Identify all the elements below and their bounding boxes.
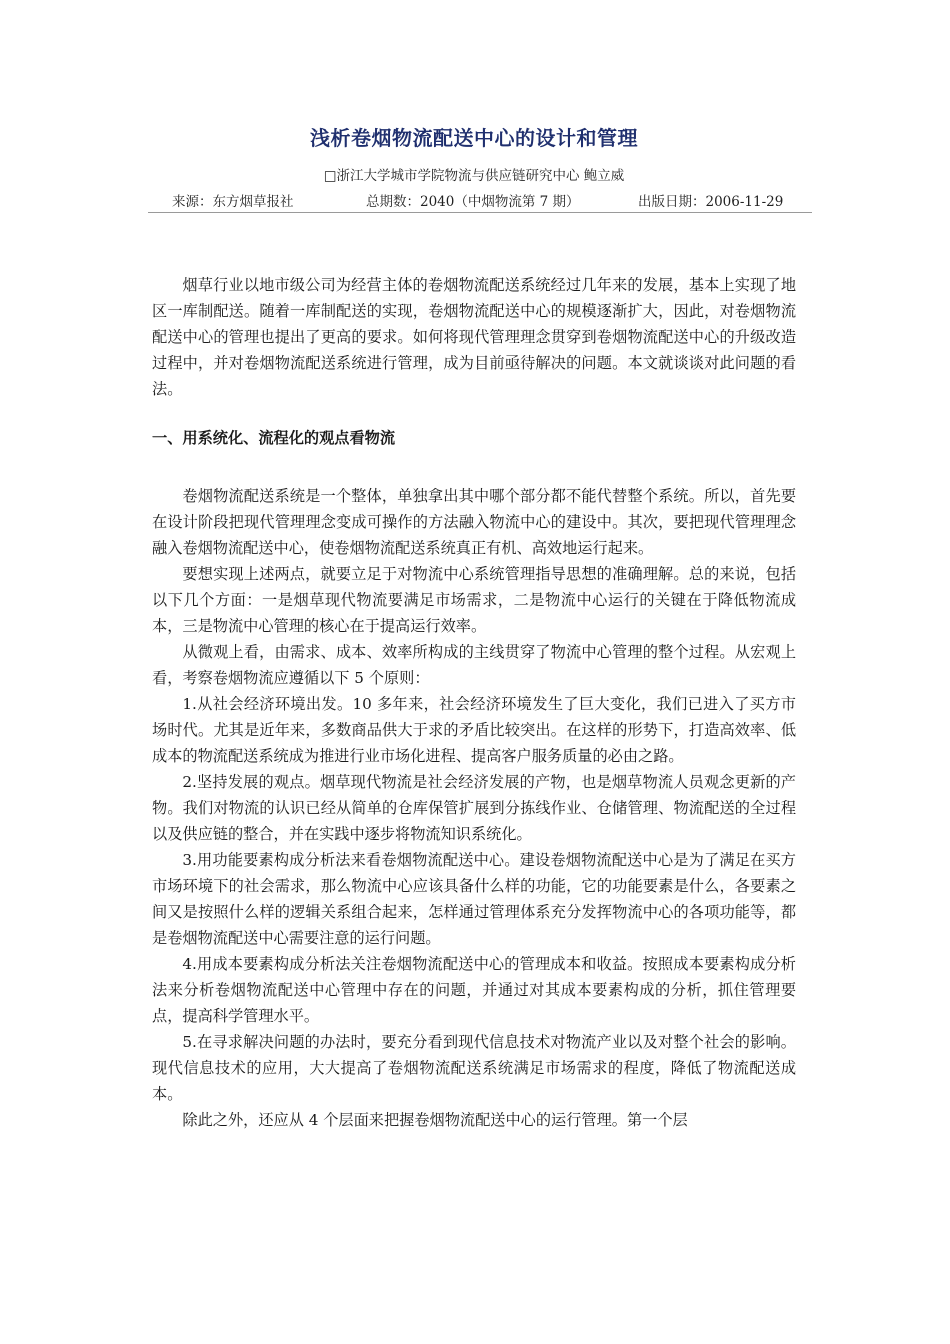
article-title: 浅析卷烟物流配送中心的设计和管理 (310, 126, 638, 150)
article-date: 出版日期：2006-11-29 (638, 194, 784, 210)
body-paragraph: 1.从社会经济环境出发。10 多年来，社会经济环境发生了巨大变化，我们已进入了买方市场时代。尤其是近年来，多数商品供大于求的矛盾比较突出。在这样的形势下，打造高效率、低成本的物流配送系统成为推进行业市场化进程、提高客户服务质量的必由之路。 (152, 695, 796, 765)
body-paragraph: 4.用成本要素构成分析法关注卷烟物流配送中心的管理成本和收益。按照成本要素构成分析法来分析卷烟物流配送中心管理中存在的问题，并通过对其成本要素构成的分析，抓住管理要点，提高科学管理水平。 (152, 955, 796, 1025)
article-author: □浙江大学城市学院物流与供应链研究中心 鲍立威 (323, 168, 625, 184)
article-meta (152, 190, 812, 210)
body-paragraph: 3.用功能要素构成分析法来看卷烟物流配送中心。建设卷烟物流配送中心是为了满足在买方市场环境下的社会需求，那么物流中心应该具备什么样的功能，它的功能要素是什么，各要素之间又是按照什么样的逻辑关系组合起来，怎样通过管理体系充分发挥物流中心的各项功能等，都是卷烟物流配送中心需要注意的运行问题。 (152, 851, 796, 947)
article-issue: 总期数：2040（中烟物流第 7 期） (366, 194, 580, 210)
body-paragraph: 卷烟物流配送系统是一个整体，单独拿出其中哪个部分都不能代替整个系统。所以，首先要在设计阶段把现代管理理念变成可操作的方法融入物流中心的建设中。其次，要把现代管理理念融入卷烟物流配送中心，使卷烟物流配送系统真正有机、高效地运行起来。 (152, 487, 796, 557)
body-paragraph: 从微观上看，由需求、成本、效率所构成的主线贯穿了物流中心管理的整个过程。从宏观上看，考察卷烟物流应遵循以下 5 个原则： (152, 643, 796, 687)
section-heading: 一、用系统化、流程化的观点看物流 (152, 429, 395, 447)
article-body (152, 272, 796, 1133)
body-paragraph: 2.坚持发展的观点。烟草现代物流是社会经济发展的产物，也是烟草物流人员观念更新的产物。我们对物流的认识已经从简单的仓库保管扩展到分拣线作业、仓储管理、物流配送的全过程以及供应链的整合，并在实践中逐步将物流知识系统化。 (152, 773, 796, 843)
body-paragraph: 除此之外，还应从 4 个层面来把握卷烟物流配送中心的运行管理。第一个层 (182, 1111, 688, 1129)
intro-paragraph: 烟草行业以地市级公司为经营主体的卷烟物流配送系统经过几年来的发展，基本上实现了地区一库制配送。随着一库制配送的实现，卷烟物流配送中心的规模逐渐扩大，因此，对卷烟物流配送中心的管理也提出了更高的要求。如何将现代管理理念贯穿到卷烟物流配送中心的升级改造过程中，并对卷烟物流配送系统进行管理，成为目前亟待解决的问题。本文就谈谈对此问题的看法。 (152, 276, 796, 398)
body-paragraph: 要想实现上述两点，就要立足于对物流中心系统管理指导思想的准确理解。总的来说，包括以下几个方面：一是烟草现代物流要满足市场需求，二是物流中心运行的关键在于降低物流成本，三是物流中心管理的核心在于提高运行效率。 (152, 565, 796, 635)
header-divider (148, 212, 812, 213)
article-source: 来源：东方烟草报社 (172, 194, 294, 210)
body-paragraph: 5.在寻求解决问题的办法时，要充分看到现代信息技术对物流产业以及对整个社会的影响。现代信息技术的应用，大大提高了卷烟物流配送系统满足市场需求的程度，降低了物流配送成本。 (152, 1033, 796, 1103)
